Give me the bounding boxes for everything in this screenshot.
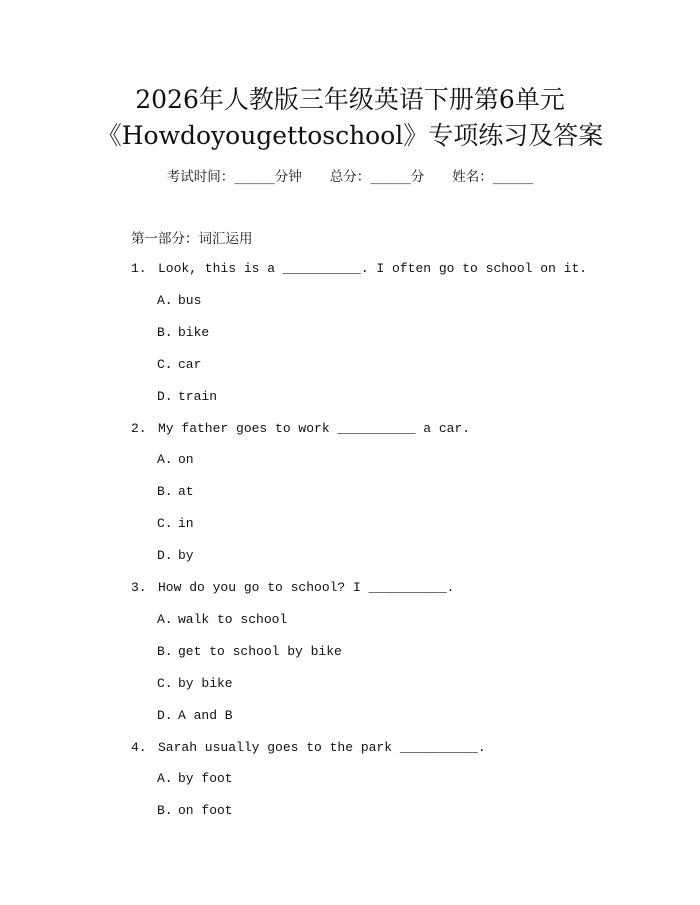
exam-meta [0, 167, 700, 187]
section-title: 第一部分：词汇运用 [131, 231, 253, 247]
option-letter: B. [157, 643, 173, 659]
question-3-option[interactable] [157, 643, 342, 661]
option-text: walk to school [178, 611, 288, 627]
option-text: car [178, 356, 202, 372]
option-text: by bike [178, 675, 233, 691]
option-letter: A. [157, 292, 173, 308]
exam-name: 姓名：______ [452, 169, 534, 185]
question-text: Look, this is a __________. I often go to school on it. [158, 261, 588, 276]
exam-score: 总分：______分 [329, 169, 425, 185]
question-3-option[interactable] [157, 611, 287, 629]
question-2-option[interactable] [157, 451, 194, 469]
page-title-line-2: 《Howdoyougettoschool》专项练习及答案 [96, 121, 604, 150]
question-text: My father goes to work __________ a car. [158, 420, 471, 436]
option-text: bike [178, 324, 210, 340]
option-letter: B. [157, 803, 173, 819]
question-number: 4. [131, 739, 147, 755]
option-text: train [178, 388, 218, 404]
option-text: in [178, 516, 194, 532]
option-text: by foot [178, 771, 233, 787]
question-1-option[interactable] [157, 356, 201, 374]
question-text: Sarah usually goes to the park __________. [158, 739, 486, 755]
option-text: bus [178, 292, 202, 308]
question-3 [131, 579, 454, 597]
question-1-option[interactable] [157, 388, 217, 406]
page-title-line-1: 2026年人教版三年级英语下册第6单元 [135, 85, 565, 114]
option-letter: D. [157, 548, 173, 564]
option-text: at [178, 484, 194, 500]
question-3-option[interactable] [157, 707, 233, 725]
option-letter: B. [157, 484, 173, 500]
question-number: 1. [131, 261, 147, 276]
option-text: on foot [178, 803, 233, 819]
option-text: on [178, 452, 194, 468]
option-letter: D. [157, 707, 173, 723]
question-2 [131, 420, 470, 438]
question-text: How do you go to school? I __________. [158, 580, 455, 595]
option-letter: C. [157, 516, 173, 532]
option-letter: C. [157, 356, 173, 372]
question-number: 2. [131, 420, 147, 436]
option-text: by [178, 548, 194, 564]
option-text: A and B [178, 707, 233, 723]
option-letter: A. [157, 611, 173, 627]
question-2-option[interactable] [157, 483, 194, 501]
question-4-option[interactable] [157, 802, 233, 820]
question-4 [131, 739, 486, 757]
question-4-option[interactable] [157, 770, 233, 788]
option-letter: A. [157, 452, 173, 468]
option-letter: A. [157, 771, 173, 787]
question-number: 3. [131, 580, 147, 595]
option-letter: D. [157, 388, 173, 404]
option-text: get to school by bike [178, 643, 342, 659]
question-1-option[interactable] [157, 292, 201, 310]
question-2-option[interactable] [157, 547, 194, 565]
question-1-option[interactable] [157, 324, 209, 342]
option-letter: C. [157, 675, 173, 691]
question-3-option[interactable] [157, 675, 233, 693]
question-1 [131, 260, 587, 278]
question-2-option[interactable] [157, 515, 194, 533]
option-letter: B. [157, 324, 173, 340]
exam-time: 考试时间：______分钟 [166, 169, 302, 185]
